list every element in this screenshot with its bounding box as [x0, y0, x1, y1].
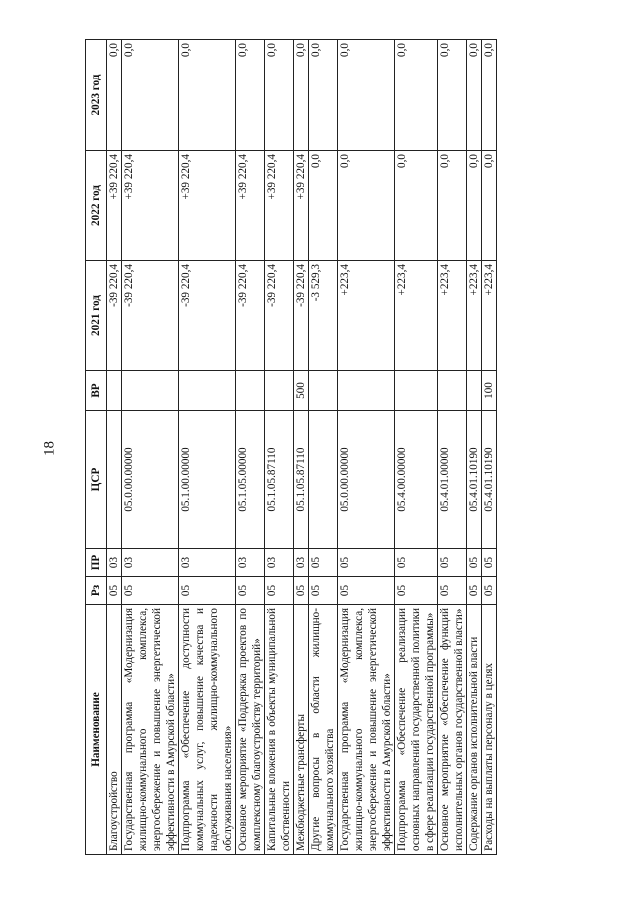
- cell-y2021: -39 220,4: [236, 261, 265, 371]
- cell-vr: [438, 371, 467, 411]
- cell-csr: 05.0.00.00000: [122, 411, 179, 549]
- cell-vr: [467, 371, 482, 411]
- cell-vr: 500: [294, 371, 309, 411]
- cell-vr: [265, 371, 294, 411]
- cell-pr: 05: [482, 549, 497, 577]
- cell-csr: [107, 411, 122, 549]
- cell-y2022: +39 220,4: [236, 151, 265, 261]
- cell-y2021: -39 220,4: [294, 261, 309, 371]
- cell-name: Подпрограмма «Обеспечение доступности коммунальных услуг, повышение качества и надежности жилищно-коммунального обслуживания населения»: [179, 605, 236, 855]
- cell-name: Межбюджетные трансферты: [294, 605, 309, 855]
- cell-y2022: +39 220,4: [122, 151, 179, 261]
- table-row: [395, 40, 438, 855]
- budget-table: [85, 39, 497, 855]
- cell-csr: [309, 411, 338, 549]
- cell-name: Содержание органов исполнительной власти: [467, 605, 482, 855]
- cell-rz: 05: [236, 577, 265, 605]
- cell-y2023: 0,0: [179, 40, 236, 151]
- cell-y2021: -39 220,4: [265, 261, 294, 371]
- cell-y2023: 0,0: [107, 40, 122, 151]
- cell-y2021: +223,4: [438, 261, 467, 371]
- cell-vr: [395, 371, 438, 411]
- cell-vr: [122, 371, 179, 411]
- cell-name: Подпрограмма «Обеспечение реализации основных направлений государственной политики в сфере реализации государственной программы»: [395, 605, 438, 855]
- cell-name: Другие вопросы в области жилищно-коммунального хозяйства: [309, 605, 338, 855]
- cell-y2023: 0,0: [236, 40, 265, 151]
- cell-y2023: 0,0: [294, 40, 309, 151]
- cell-pr: 03: [294, 549, 309, 577]
- table-row: [338, 40, 395, 855]
- cell-rz: 05: [122, 577, 179, 605]
- cell-y2021: -39 220,4: [107, 261, 122, 371]
- cell-y2023: 0,0: [338, 40, 395, 151]
- cell-rz: 05: [265, 577, 294, 605]
- header-csr: ЦСР: [86, 411, 107, 549]
- cell-name: Основное мероприятие «Обеспечение функций исполнительных органов государственной власти»: [438, 605, 467, 855]
- page-number: 18: [41, 441, 58, 456]
- cell-pr: 03: [179, 549, 236, 577]
- cell-vr: [236, 371, 265, 411]
- cell-y2022: 0,0: [438, 151, 467, 261]
- header-pr: ПР: [86, 549, 107, 577]
- cell-csr: 05.4.01.10190: [482, 411, 497, 549]
- cell-y2021: -39 220,4: [179, 261, 236, 371]
- cell-pr: 03: [236, 549, 265, 577]
- cell-name: Основное мероприятие «Поддержка проектов по комплексному благоустройству территорий»: [236, 605, 265, 855]
- cell-csr: 05.1.05.00000: [236, 411, 265, 549]
- cell-pr: 03: [265, 549, 294, 577]
- cell-name: Расходы на выплаты персоналу в целях: [482, 605, 497, 855]
- cell-rz: 05: [179, 577, 236, 605]
- cell-rz: 05: [395, 577, 438, 605]
- table-row: [467, 40, 482, 855]
- cell-vr: 100: [482, 371, 497, 411]
- table-row: [438, 40, 467, 855]
- cell-y2022: +39 220,4: [265, 151, 294, 261]
- header-2021: 2021 год: [86, 261, 107, 371]
- cell-rz: 05: [438, 577, 467, 605]
- table-row: [236, 40, 265, 855]
- header-vr: ВР: [86, 371, 107, 411]
- cell-y2022: 0,0: [467, 151, 482, 261]
- cell-rz: 05: [309, 577, 338, 605]
- table-header: [86, 40, 107, 855]
- cell-csr: 05.1.00.00000: [179, 411, 236, 549]
- cell-pr: 03: [122, 549, 179, 577]
- table-row: [179, 40, 236, 855]
- table-row: [107, 40, 122, 855]
- table-body: [107, 40, 497, 855]
- table-row: [482, 40, 497, 855]
- cell-y2022: 0,0: [309, 151, 338, 261]
- cell-vr: [338, 371, 395, 411]
- cell-pr: 03: [107, 549, 122, 577]
- header-2022: 2022 год: [86, 151, 107, 261]
- cell-rz: 05: [467, 577, 482, 605]
- cell-y2023: 0,0: [265, 40, 294, 151]
- cell-name: Благоустройство: [107, 605, 122, 855]
- cell-y2022: +39 220,4: [107, 151, 122, 261]
- cell-y2021: +223,4: [395, 261, 438, 371]
- table-row: [309, 40, 338, 855]
- cell-y2022: +39 220,4: [179, 151, 236, 261]
- cell-pr: 05: [395, 549, 438, 577]
- cell-rz: 05: [482, 577, 497, 605]
- cell-y2023: 0,0: [438, 40, 467, 151]
- cell-vr: [179, 371, 236, 411]
- header-2023: 2023 год: [86, 40, 107, 151]
- cell-y2023: 0,0: [309, 40, 338, 151]
- cell-name: Капитальные вложения в объекты муниципальной собственности: [265, 605, 294, 855]
- table-row: [122, 40, 179, 855]
- cell-rz: 05: [107, 577, 122, 605]
- header-rz: Рз: [86, 577, 107, 605]
- cell-y2022: +39 220,4: [294, 151, 309, 261]
- cell-pr: 05: [467, 549, 482, 577]
- cell-y2022: 0,0: [395, 151, 438, 261]
- table-row: [294, 40, 309, 855]
- cell-pr: 05: [338, 549, 395, 577]
- cell-y2021: -3 529,3: [309, 261, 338, 371]
- cell-y2022: 0,0: [338, 151, 395, 261]
- cell-rz: 05: [338, 577, 395, 605]
- cell-csr: 05.4.01.10190: [467, 411, 482, 549]
- cell-y2023: 0,0: [395, 40, 438, 151]
- cell-vr: [309, 371, 338, 411]
- cell-csr: 05.0.00.00000: [338, 411, 395, 549]
- cell-csr: 05.1.05.87110: [294, 411, 309, 549]
- cell-csr: 05.4.01.00000: [438, 411, 467, 549]
- cell-y2021: -39 220,4: [122, 261, 179, 371]
- cell-y2023: 0,0: [482, 40, 497, 151]
- cell-pr: 05: [438, 549, 467, 577]
- cell-pr: 05: [309, 549, 338, 577]
- cell-y2023: 0,0: [467, 40, 482, 151]
- cell-y2021: +223,4: [338, 261, 395, 371]
- cell-y2022: 0,0: [482, 151, 497, 261]
- cell-y2021: +223,4: [482, 261, 497, 371]
- cell-csr: 05.4.00.00000: [395, 411, 438, 549]
- cell-vr: [107, 371, 122, 411]
- cell-name: Государственная программа «Модернизация жилищно-коммунального комплекса, энергосбережение и повышение энергетической эффективности в Амурской области»: [338, 605, 395, 855]
- cell-rz: 05: [294, 577, 309, 605]
- table-row: [265, 40, 294, 855]
- cell-name: Государственная программа «Модернизация жилищно-коммунального комплекса, энергосбережение и повышение энергетической эффективности в Амурской области»: [122, 605, 179, 855]
- header-name: Наименование: [86, 605, 107, 855]
- cell-csr: 05.1.05.87110: [265, 411, 294, 549]
- cell-y2021: +223,4: [467, 261, 482, 371]
- budget-table-container: [85, 40, 617, 855]
- cell-y2023: 0,0: [122, 40, 179, 151]
